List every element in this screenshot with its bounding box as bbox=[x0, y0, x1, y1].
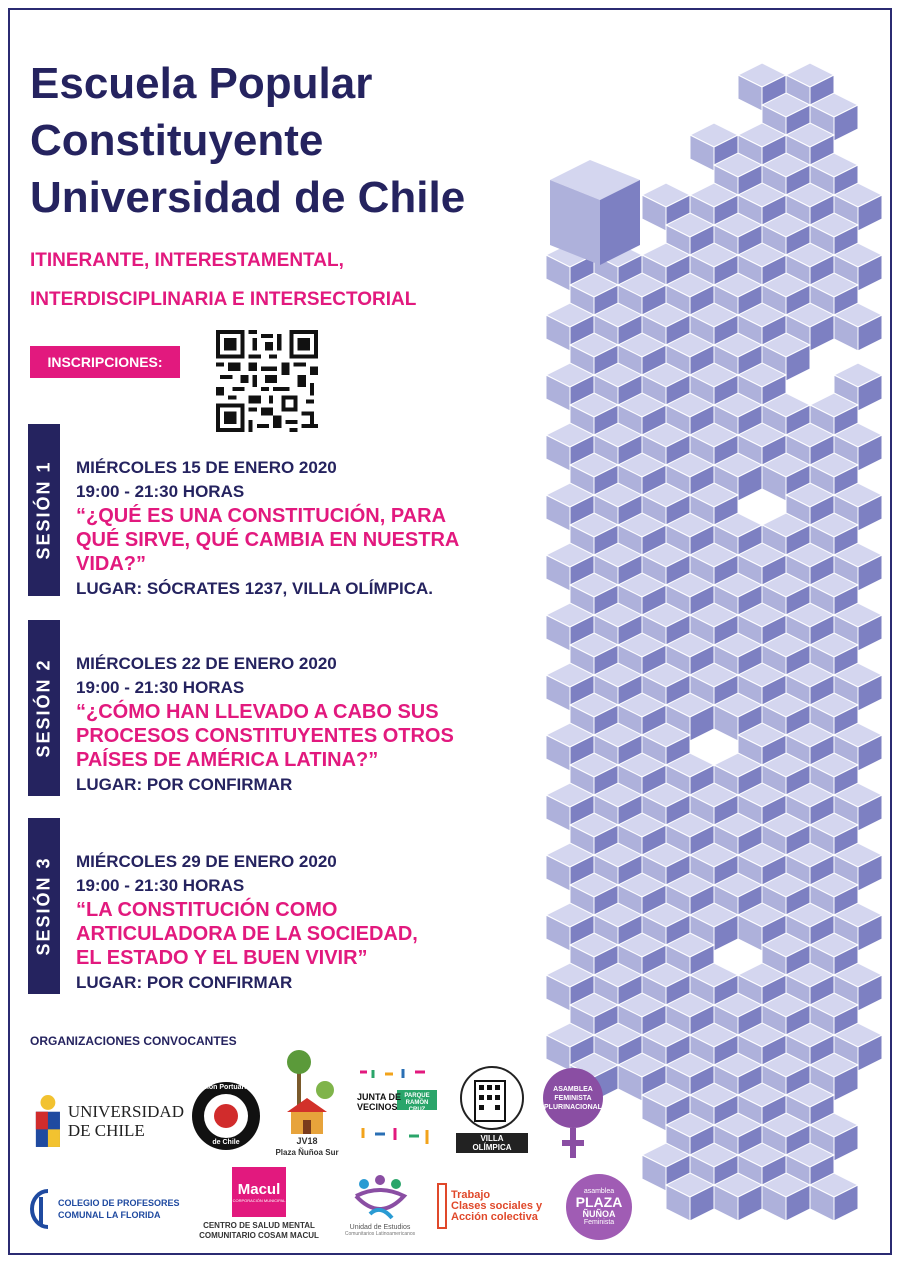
session-2 bbox=[76, 652, 546, 798]
junta-vecinos-logo bbox=[355, 1066, 440, 1150]
junta-line: VECINOS bbox=[357, 1102, 398, 1112]
trabajo-line: Acción colectiva bbox=[451, 1210, 538, 1223]
building-icon bbox=[459, 1065, 525, 1141]
large-cube bbox=[550, 160, 640, 265]
inscripciones-badge: INSCRIPCIONES: bbox=[30, 346, 180, 378]
colegio-line: COLEGIO DE PROFESORES bbox=[58, 1198, 180, 1208]
junta-line: PARQUE bbox=[404, 1093, 430, 1099]
jv18-logo bbox=[272, 1030, 342, 1158]
question-line: PAÍSES DE AMÉRICA LATINA?” bbox=[76, 749, 379, 771]
session-date: MIÉRCOLES 29 DE ENERO 2020 bbox=[76, 852, 337, 871]
asamblea-line: PLURINACIONAL bbox=[544, 1103, 602, 1111]
colegio-symbol-icon bbox=[30, 1187, 52, 1231]
unidad-line: Comunitarios Latinoamericanos bbox=[344, 1230, 416, 1237]
title-line: Escuela Popular bbox=[30, 59, 373, 108]
plaza-nunoa-logo bbox=[566, 1174, 632, 1240]
subtitle-line: INTERDISCIPLINARIA E INTERSECTORIAL bbox=[30, 289, 417, 310]
title-line: Constituyente bbox=[30, 116, 324, 165]
uchile-line: DE CHILE bbox=[67, 1121, 145, 1140]
trabajo-line: Clases sociales y bbox=[451, 1199, 543, 1212]
asamblea-line: FEMINISTA bbox=[554, 1094, 592, 1102]
unidad-estudios-logo bbox=[338, 1168, 422, 1242]
question-line: QUÉ SIRVE, QUÉ CAMBIA EN NUESTRA bbox=[76, 529, 460, 551]
session-3 bbox=[76, 850, 546, 996]
session-time: 19:00 - 21:30 HORAS bbox=[76, 876, 245, 895]
question-line: “LA CONSTITUCIÓN COMO bbox=[76, 899, 338, 921]
parque-text bbox=[398, 1093, 436, 1114]
session-1-tab bbox=[28, 424, 60, 596]
colegio-line: COMUNAL LA FLORIDA bbox=[58, 1210, 161, 1220]
plaza-line: ÑUÑOA bbox=[582, 1209, 616, 1219]
poster-title bbox=[30, 55, 570, 226]
uchile-line: UNIVERSIDAD bbox=[67, 1102, 184, 1121]
session-question bbox=[76, 504, 546, 576]
title-line: Universidad de Chile bbox=[30, 173, 466, 222]
macul-line: COMUNITARIO COSAM MACUL bbox=[199, 1231, 319, 1240]
organizations-title: ORGANIZACIONES CONVOCANTES bbox=[30, 1034, 237, 1048]
session-2-tab bbox=[28, 620, 60, 796]
villa-label: VILLA OLÍMPICA bbox=[456, 1133, 528, 1153]
people-figures-icon bbox=[350, 1174, 410, 1224]
session-time: 19:00 - 21:30 HORAS bbox=[76, 678, 245, 697]
session-place: LUGAR: POR CONFIRMAR bbox=[76, 973, 293, 992]
female-symbol-icon bbox=[558, 1128, 588, 1158]
question-line: EL ESTADO Y EL BUEN VIVIR” bbox=[76, 947, 368, 969]
portuarios-line: de Chile bbox=[212, 1139, 240, 1146]
session-date: MIÉRCOLES 15 DE ENERO 2020 bbox=[76, 458, 337, 477]
session-question bbox=[76, 700, 546, 772]
jv18-line: JV18 bbox=[296, 1136, 318, 1146]
session-tab-label: SESIÓN 3 bbox=[33, 856, 54, 956]
session-tab-label: SESIÓN 2 bbox=[33, 658, 54, 758]
isometric-cubes-decoration bbox=[540, 55, 890, 1245]
qr-code-icon[interactable] bbox=[216, 330, 318, 432]
unidad-line: Unidad de Estudios bbox=[349, 1223, 411, 1231]
macul-line: CENTRO DE SALUD MENTAL bbox=[203, 1221, 315, 1230]
question-line: “¿CÓMO HAN LLEVADO A CABO SUS bbox=[76, 701, 439, 723]
macul-line: Macul bbox=[237, 1181, 281, 1198]
plaza-line: PLAZA bbox=[575, 1194, 623, 1210]
colegio-text bbox=[58, 1197, 180, 1221]
colegio-profesores-logo bbox=[30, 1186, 190, 1232]
portuarios-line: Unión Portuarios bbox=[197, 1084, 255, 1091]
villa-olimpica-logo bbox=[456, 1064, 528, 1154]
session-1 bbox=[76, 456, 546, 602]
session-time: 19:00 - 21:30 HORAS bbox=[76, 482, 245, 501]
macul-logo bbox=[196, 1166, 322, 1242]
asamblea-line: ASAMBLEA bbox=[553, 1085, 593, 1093]
question-line: PROCESOS CONSTITUYENTES OTROS bbox=[76, 725, 454, 747]
question-line: “¿QUÉ ES UNA CONSTITUCIÓN, PARA bbox=[76, 505, 447, 527]
portuarios-logo bbox=[190, 1080, 262, 1152]
jv18-line: Plaza Ñuñoa Sur bbox=[275, 1148, 339, 1157]
macul-line: CORPORACIÓN MUNICIPAL bbox=[232, 1198, 286, 1203]
junta-line: JUNTA DE bbox=[357, 1092, 402, 1102]
trabajo-text bbox=[451, 1190, 542, 1223]
subtitle-line: ITINERANTE, INTERESTAMENTAL, bbox=[30, 250, 344, 271]
session-question bbox=[76, 898, 546, 970]
plaza-line: Feminista bbox=[583, 1219, 615, 1226]
question-line: ARTICULADORA DE LA SOCIEDAD, bbox=[76, 923, 418, 945]
plaza-line: asamblea bbox=[583, 1188, 615, 1195]
uchile-text bbox=[68, 1102, 184, 1140]
asamblea-circle bbox=[543, 1068, 603, 1128]
uchile-logo bbox=[34, 1088, 184, 1154]
trabajo-logo bbox=[436, 1180, 548, 1232]
asamblea-feminista-logo bbox=[542, 1068, 604, 1160]
junta-line: RAMÓN CRUZ bbox=[405, 1100, 429, 1113]
trabajo-line: Trabajo bbox=[451, 1188, 491, 1201]
session-3-tab bbox=[28, 818, 60, 994]
macul-box bbox=[232, 1167, 286, 1217]
session-place: LUGAR: POR CONFIRMAR bbox=[76, 775, 293, 794]
uchile-shield-icon bbox=[34, 1091, 62, 1151]
column-icon bbox=[436, 1182, 448, 1230]
session-date: MIÉRCOLES 22 DE ENERO 2020 bbox=[76, 654, 337, 673]
palm-house-icon bbox=[277, 1050, 337, 1136]
question-line: VIDA?” bbox=[76, 553, 146, 575]
session-place: LUGAR: SÓCRATES 1237, VILLA OLÍMPICA. bbox=[76, 579, 434, 598]
junta-text bbox=[357, 1092, 401, 1112]
session-tab-label: SESIÓN 1 bbox=[33, 460, 54, 560]
